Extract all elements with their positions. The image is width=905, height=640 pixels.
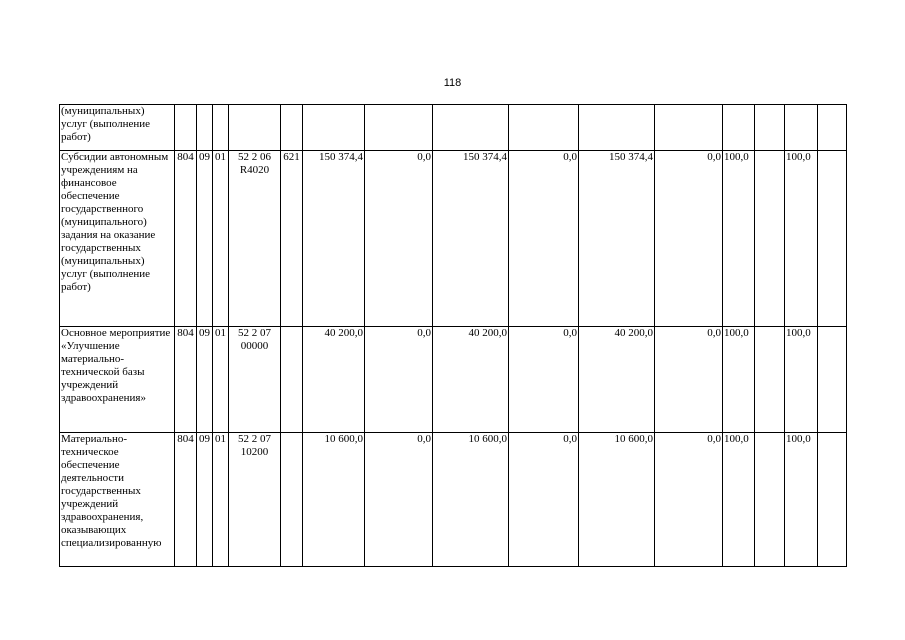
cell-amount-3: [433, 105, 509, 151]
row-name: Субсидии автономным учреждениям на финансовое обеспечение государственного (муниципального) задания на оказание государственных (муниципальных) услуг (выполнение работ): [60, 151, 175, 327]
cell-subsection: [213, 105, 229, 151]
cell-extra-2: [818, 327, 847, 433]
cell-section: 09: [197, 151, 213, 327]
cell-section: 09: [197, 327, 213, 433]
cell-extra-2: [818, 433, 847, 567]
cell-percent-1: 100,0: [723, 327, 755, 433]
cell-extra-1: [755, 105, 785, 151]
cell-subsection: 01: [213, 151, 229, 327]
cell-amount-1: 40 200,0: [303, 327, 365, 433]
table-row: [60, 433, 847, 567]
cell-target-article: 52 2 06 R4020: [229, 151, 281, 327]
cell-target-article: 52 2 07 10200: [229, 433, 281, 567]
cell-amount-6: 0,0: [655, 327, 723, 433]
row-name: Материально-техническое обеспечение деятельности государственных учреждений здравоохранения, оказывающих специализированную: [60, 433, 175, 567]
cell-amount-3: 150 374,4: [433, 151, 509, 327]
cell-extra-2: [818, 151, 847, 327]
cell-section: 09: [197, 433, 213, 567]
cell-ministry: 804: [175, 433, 197, 567]
cell-subsection: 01: [213, 433, 229, 567]
cell-percent-1: 100,0: [723, 151, 755, 327]
cell-amount-5: 150 374,4: [579, 151, 655, 327]
cell-percent-2: 100,0: [785, 151, 818, 327]
cell-amount-5: 40 200,0: [579, 327, 655, 433]
cell-amount-2: 0,0: [365, 151, 433, 327]
cell-amount-4: 0,0: [509, 151, 579, 327]
cell-amount-3: 40 200,0: [433, 327, 509, 433]
cell-target-article: [229, 105, 281, 151]
table-row: [60, 151, 847, 327]
cell-amount-1: 10 600,0: [303, 433, 365, 567]
cell-percent-2: 100,0: [785, 433, 818, 567]
cell-ministry: 804: [175, 327, 197, 433]
cell-amount-6: [655, 105, 723, 151]
cell-ministry: 804: [175, 151, 197, 327]
row-name: Основное мероприятие «Улучшение материально-технической базы учреждений здравоохранения»: [60, 327, 175, 433]
cell-amount-6: 0,0: [655, 433, 723, 567]
cell-amount-2: [365, 105, 433, 151]
cell-expense-type: [281, 433, 303, 567]
row-name: (муниципальных) услуг (выполнение работ): [60, 105, 175, 151]
table-row: [60, 327, 847, 433]
cell-amount-3: 10 600,0: [433, 433, 509, 567]
cell-expense-type: 621: [281, 151, 303, 327]
cell-extra-1: [755, 151, 785, 327]
cell-expense-type: [281, 327, 303, 433]
cell-amount-4: 0,0: [509, 433, 579, 567]
cell-amount-6: 0,0: [655, 151, 723, 327]
cell-extra-2: [818, 105, 847, 151]
cell-target-article: 52 2 07 00000: [229, 327, 281, 433]
cell-subsection: 01: [213, 327, 229, 433]
cell-percent-1: [723, 105, 755, 151]
cell-amount-4: 0,0: [509, 327, 579, 433]
budget-table: [59, 104, 847, 567]
cell-percent-2: [785, 105, 818, 151]
cell-amount-1: 150 374,4: [303, 151, 365, 327]
cell-amount-5: [579, 105, 655, 151]
cell-section: [197, 105, 213, 151]
cell-amount-4: [509, 105, 579, 151]
table-row: [60, 105, 847, 151]
cell-extra-1: [755, 327, 785, 433]
cell-amount-1: [303, 105, 365, 151]
cell-expense-type: [281, 105, 303, 151]
cell-amount-2: 0,0: [365, 433, 433, 567]
page-number: 118: [443, 77, 462, 89]
cell-ministry: [175, 105, 197, 151]
cell-amount-2: 0,0: [365, 327, 433, 433]
cell-amount-5: 10 600,0: [579, 433, 655, 567]
cell-percent-2: 100,0: [785, 327, 818, 433]
cell-percent-1: 100,0: [723, 433, 755, 567]
cell-extra-1: [755, 433, 785, 567]
